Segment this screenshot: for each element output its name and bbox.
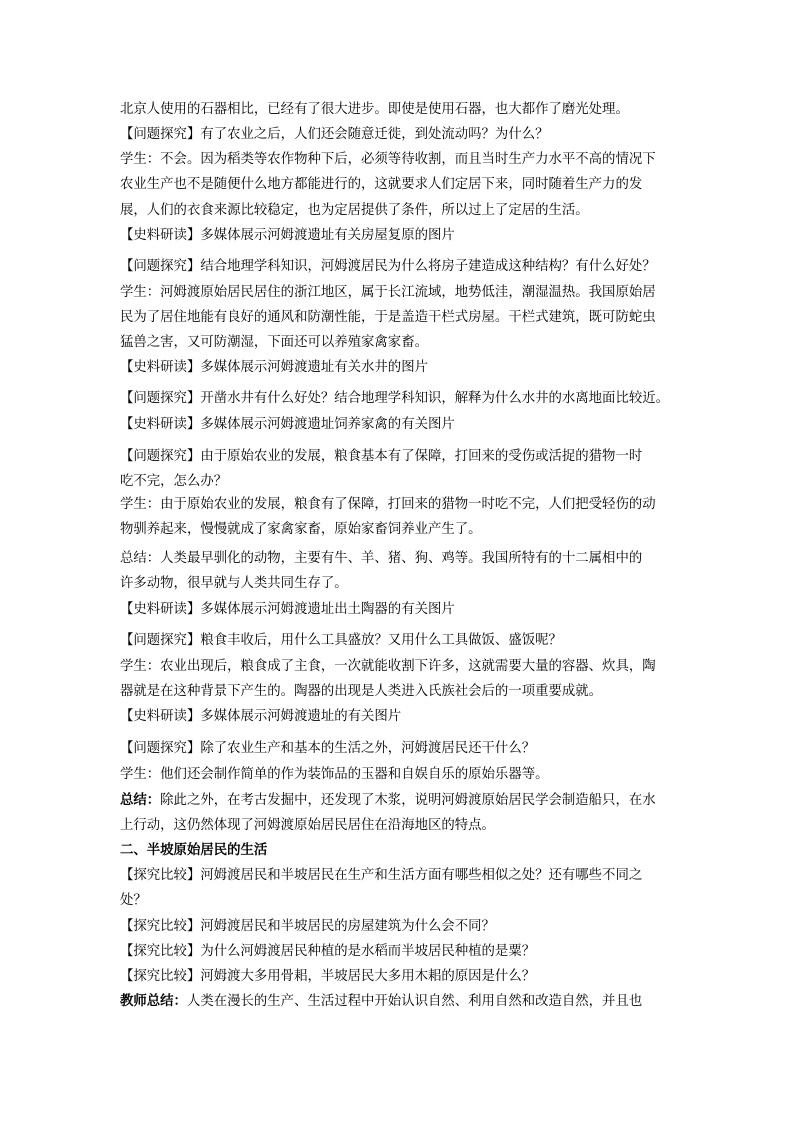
text-line: 【史料研读】多媒体展示河姆渡遗址的有关图片 (120, 709, 402, 724)
text-line: 【史料研读】多媒体展示河姆渡遗址有关房屋复原的图片 (120, 228, 455, 243)
text-line: 上行动，这仍然体现了河姆渡原始居民居住在沿海地区的特点。 (120, 818, 495, 833)
text-line: 学生：农业出现后，粮食成了主食，一次就能收割下许多，这就需要大量的容器、炊具，陶 (120, 659, 656, 674)
text-line: 学生：由于原始农业的发展，粮食有了保障，打回来的猎物一时吃不完，人们把受轻伤的动 (120, 497, 656, 512)
text-line: 【问题探究】粮食丰收后，用什么工具盛放？又用什么工具做饭、盛饭呢？ (120, 633, 562, 648)
text-line: 器就是在这种背景下产生的。陶器的出现是人类进入氏族社会后的一项重要成就。 (120, 684, 603, 699)
text-line: 许多动物，很早就与人类共同生存了。 (120, 576, 348, 591)
line-body: 人类在漫长的生产、生活过程中开始认识自然、利用自然和改造自然，并且也 (186, 994, 643, 1009)
text-line: 【问题探究】由于原始农业的发展，粮食基本有了保障，打回来的受伤或活捉的猎物一时 (120, 449, 643, 464)
text-line: 农业生产也不是随便什么地方都能进行的，这就要求人们定居下来，同时随着生产力的发 (120, 177, 643, 192)
text-line: 【探究比较】为什么河姆渡居民种植的是水稻而半坡居民种植的是粟？ (120, 944, 536, 959)
text-line: 【问题探究】开凿水井有什么好处？结合地理学科知识，解释为什么水井的水离地面比较近。 (120, 391, 670, 406)
text-line: 物驯养起来，慢慢就成了家禽家畜，原始家畜饲养业产生了。 (120, 522, 482, 537)
text-line: 北京人使用的石器相比，已经有了很大进步。即使是使用石器，也大都作了磨光处理。 (120, 102, 629, 117)
text-line: 学生：河姆渡原始居民居住的浙江地区，属于长江流域，地势低洼，潮湿温热。我国原始居 (120, 285, 656, 300)
text-line: 【探究比较】河姆渡居民和半坡居民在生产和生活方面有哪些相似之处？还有哪些不同之 (120, 868, 643, 883)
text-line: 学生：他们还会制作简单的作为装饰品的玉器和自娱自乐的原始乐器等。 (120, 767, 549, 782)
text-line: 【问题探究】有了农业之后，人们还会随意迁徙，到处流动吗？为什么？ (120, 127, 549, 142)
text-line: 【问题探究】结合地理学科知识，河姆渡居民为什么将房子建造成这种结构？有什么好处？ (120, 259, 656, 274)
text-line: 猛兽之害，又可防潮湿，下面还可以养殖家禽家畜。 (120, 335, 428, 350)
bold-prefix: 教师总结： (120, 994, 187, 1009)
text-line (120, 993, 642, 1011)
text-line: 吃不完，怎么办？ (120, 474, 228, 489)
text-line: 民为了居住地能有良好的通风和防潮性能，于是盖造干栏式房屋。干栏式建筑，既可防蛇虫 (120, 310, 656, 325)
section-heading: 二、半坡原始居民的生活 (120, 843, 268, 858)
text-line: 【探究比较】河姆渡大多用骨耜，半坡居民大多用木耜的原因是什么？ (120, 969, 536, 984)
text-line: 展，人们的衣食来源比较稳定，也为定居提供了条件，所以过上了定居的生活。 (120, 203, 589, 218)
bold-prefix: 总结： (120, 793, 161, 808)
text-line: 处？ (120, 893, 147, 908)
text-line: 【史料研读】多媒体展示河姆渡遗址饲养家禽的有关图片 (120, 417, 455, 432)
text-line: 学生：不会。因为稻类等农作物种下后，必须等待收割，而且当时生产力水平不高的情况下 (120, 152, 656, 167)
text-line: 【探究比较】河姆渡居民和半坡居民的房屋建筑为什么会不同？ (120, 919, 495, 934)
text-line (120, 792, 656, 810)
text-line: 总结：人类最早驯化的动物，主要有牛、羊、猪、狗、鸡等。我国所特有的十二属相中的 (120, 551, 643, 566)
text-line: 【史料研读】多媒体展示河姆渡遗址出土陶器的有关图片 (120, 602, 455, 617)
line-body: 除此之外，在考古发掘中，还发现了木浆，说明河姆渡原始居民学会制造船只，在水 (160, 793, 656, 808)
text-line: 【问题探究】除了农业生产和基本的生活之外，河姆渡居民还干什么？ (120, 741, 536, 756)
text-line: 【史料研读】多媒体展示河姆渡遗址有关水井的图片 (120, 360, 428, 375)
